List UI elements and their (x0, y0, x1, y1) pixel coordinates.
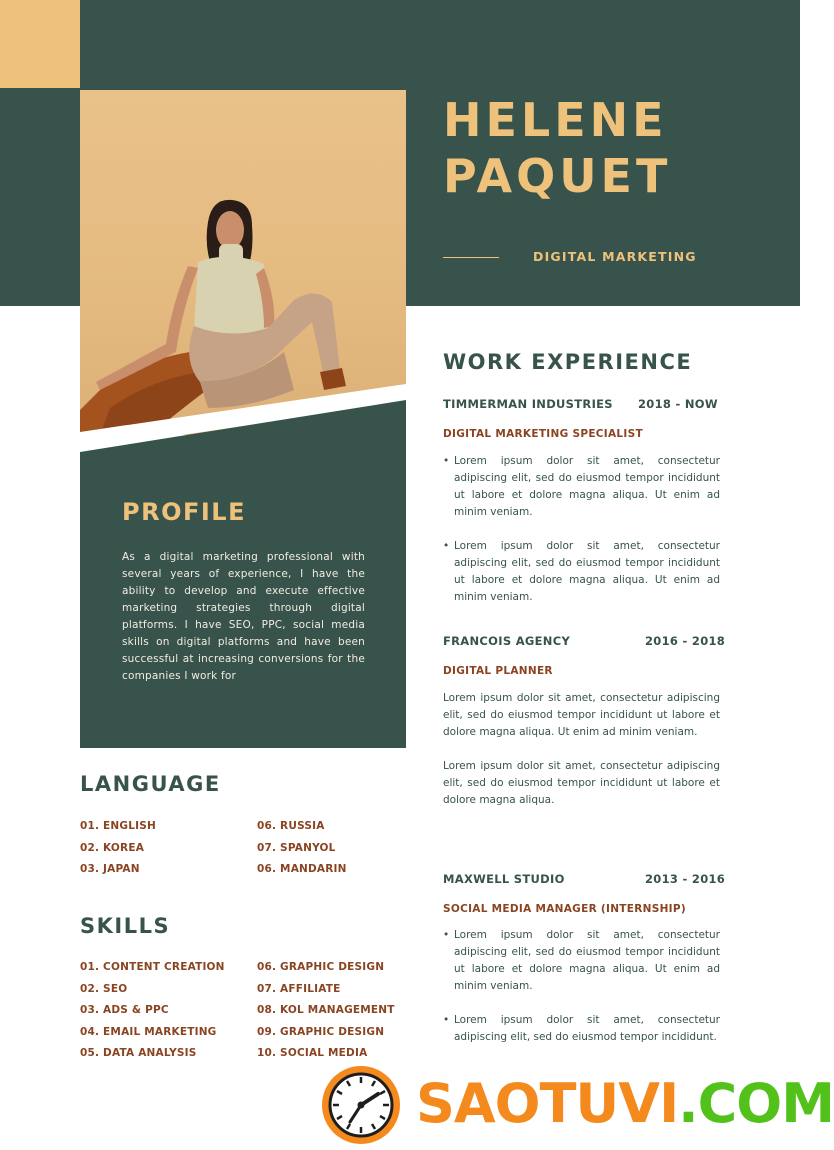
language-item: 06. MANDARIN (257, 863, 347, 875)
skills-list-left (80, 961, 225, 1069)
job-role: DIGITAL PLANNER (443, 665, 553, 677)
job-role: DIGITAL MARKETING SPECIALIST (443, 428, 643, 440)
job-bullet: • Lorem ipsum dolor sit amet, consectetur adipiscing elit, sed do eiusmod tempor incididunt. (443, 1012, 720, 1046)
profile-text: As a digital marketing professional with several years of experience, I have the ability to develop and execute effective marketing strategies through digital platforms. I have SEO, PPC, social media skills on digital platforms and have been successful at increasing conversions for the companies I work for (122, 551, 365, 682)
job-company: TIMMERMAN INDUSTRIES (443, 397, 613, 411)
skill-item: 03. ADS & PPC (80, 1004, 169, 1016)
job-bullet-list (443, 453, 720, 623)
title-rule (443, 257, 499, 258)
job-company: MAXWELL STUDIO (443, 872, 565, 886)
job-bullet: • Lorem ipsum dolor sit amet, consectetur adipiscing elit, sed do eiusmod tempor incididunt ut labore et dolore magna aliqua. Ut enim ad minim veniam. (443, 538, 720, 606)
job-title: DIGITAL MARKETING (533, 249, 697, 264)
watermark-text-part2: .COM (678, 1072, 834, 1135)
skill-item: 01. CONTENT CREATION (80, 961, 225, 973)
work-experience-heading: WORK EXPERIENCE (443, 350, 693, 374)
watermark-text (416, 1072, 834, 1136)
name-last: PAQUET (443, 149, 672, 203)
language-list-left (80, 820, 156, 885)
job-bullet-list (443, 927, 720, 1063)
name-first: HELENE (443, 93, 668, 147)
job-dates: 2018 - NOW (638, 397, 718, 411)
job-dates: 2013 - 2016 (645, 872, 726, 886)
watermark-text-part1: SAOTUVI (416, 1072, 679, 1135)
job-dates: 2016 - 2018 (645, 634, 726, 648)
language-heading: LANGUAGE (80, 772, 221, 796)
corner-accent-block (0, 0, 80, 88)
watermark (320, 1064, 834, 1146)
profile-heading: PROFILE (122, 498, 246, 526)
profile-photo (80, 90, 406, 435)
skill-item: 08. KOL MANAGEMENT (257, 1004, 395, 1016)
skill-item: 04. EMAIL MARKETING (80, 1025, 217, 1038)
job-company: FRANCOIS AGENCY (443, 634, 571, 648)
job-paragraphs (443, 690, 720, 826)
skill-item: 07. AFFILIATE (257, 982, 341, 995)
language-item: 06. RUSSIA (257, 820, 325, 832)
language-list-right (257, 820, 347, 885)
language-item: 07. SPANYOL (257, 841, 336, 854)
language-item: 02. KOREA (80, 841, 145, 854)
skill-item: 06. GRAPHIC DESIGN (257, 961, 385, 973)
job-paragraph: Lorem ipsum dolor sit amet, consectetur adipiscing elit, sed do eiusmod tempor incididunt ut labore et dolore magna aliqua. (443, 760, 720, 806)
skill-item: 10. SOCIAL MEDIA (257, 1047, 368, 1059)
portrait-illustration (80, 90, 406, 435)
clock-icon (320, 1064, 402, 1146)
skill-item: 05. DATA ANALYSIS (80, 1047, 197, 1059)
skill-item: 09. GRAPHIC DESIGN (257, 1025, 385, 1038)
skill-item: 02. SEO (80, 982, 128, 995)
language-item: 03. JAPAN (80, 863, 140, 875)
skills-list-right (257, 961, 395, 1069)
language-item: 01. ENGLISH (80, 820, 156, 832)
job-paragraph: Lorem ipsum dolor sit amet, consectetur adipiscing elit, sed do eiusmod tempor incididunt ut labore et dolore magna aliqua. Ut enim ad minim veniam. (443, 692, 720, 738)
job-role: SOCIAL MEDIA MANAGER (INTERNSHIP) (443, 903, 686, 915)
skills-heading: SKILLS (80, 914, 171, 938)
job-bullet: • Lorem ipsum dolor sit amet, consectetur adipiscing elit, sed do eiusmod tempor incididunt ut labore et dolore magna aliqua. Ut enim ad minim veniam. (443, 453, 720, 521)
candidate-name (443, 92, 671, 204)
job-bullet: • Lorem ipsum dolor sit amet, consectetur adipiscing elit, sed do eiusmod tempor incididunt ut labore et dolore magna aliqua. Ut enim ad minim veniam. (443, 927, 720, 995)
